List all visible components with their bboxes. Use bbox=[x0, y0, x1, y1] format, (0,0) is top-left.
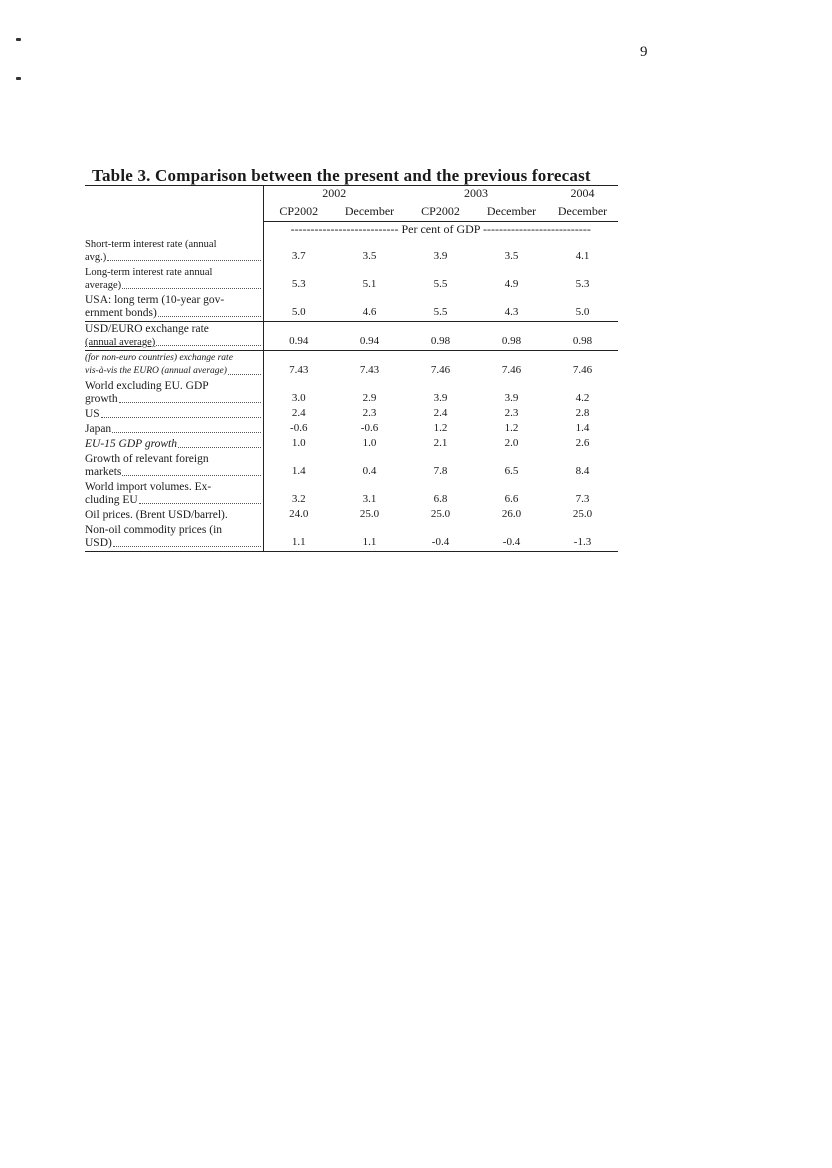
table-row bbox=[85, 351, 618, 380]
table-cell: 2.3 bbox=[504, 407, 519, 419]
table-row bbox=[85, 322, 618, 351]
row-label: World import volumes. Ex- cluding EU bbox=[85, 480, 263, 508]
year-2003-header: 2003 bbox=[405, 186, 547, 202]
table-row bbox=[85, 523, 618, 552]
table-cell: 8.4 bbox=[575, 465, 590, 477]
table-row bbox=[85, 379, 618, 407]
table-row bbox=[85, 293, 618, 322]
table-cell: 4.3 bbox=[504, 306, 519, 318]
table-cell: 7.8 bbox=[433, 465, 448, 477]
row-label: Short-term interest rate (annual avg.) bbox=[85, 237, 263, 265]
table-cell: 1.1 bbox=[263, 523, 334, 552]
table-cell: 5.5 bbox=[433, 306, 448, 318]
year-2002-header: 2002 bbox=[263, 186, 405, 202]
row-label: Growth of relevant foreign markets bbox=[85, 452, 263, 480]
table-cell: 6.5 bbox=[504, 465, 519, 477]
row-label: EU-15 GDP growth bbox=[85, 437, 263, 452]
table-cell: 2.9 bbox=[362, 392, 377, 404]
table-cell: 0.4 bbox=[362, 465, 377, 477]
table-cell: 1.2 bbox=[504, 422, 519, 434]
table-cell: 1.1 bbox=[334, 523, 405, 552]
table-row bbox=[85, 452, 618, 480]
table-cell: 4.6 bbox=[362, 306, 377, 318]
table-cell: 4.9 bbox=[504, 278, 519, 290]
table-cell: 3.7 bbox=[291, 250, 306, 262]
table-cell: 2.6 bbox=[575, 437, 590, 449]
table-cell: 3.9 bbox=[433, 250, 448, 262]
table-cell: 0.94 bbox=[334, 322, 405, 351]
unit-row-label bbox=[85, 222, 263, 238]
table-cell: 0.98 bbox=[405, 322, 476, 351]
scan-mark bbox=[16, 38, 21, 41]
row-label: USD/EURO exchange rate (annual average) bbox=[85, 322, 263, 351]
table-cell: 5.0 bbox=[575, 306, 590, 318]
table-cell: 0.98 bbox=[476, 322, 547, 351]
table-cell: -0.6 bbox=[360, 422, 379, 434]
table-cell: 2.3 bbox=[362, 407, 377, 419]
scan-mark bbox=[16, 77, 21, 80]
col-header: CP2002 bbox=[263, 201, 334, 222]
table-title: Table 3. Comparison between the present and the previous forecast bbox=[92, 166, 591, 185]
table-cell: 4.1 bbox=[575, 250, 590, 262]
table-cell: 25.0 bbox=[572, 508, 593, 520]
table-cell: 1.0 bbox=[362, 437, 377, 449]
table-cell: -0.4 bbox=[405, 523, 476, 552]
table-cell: 7.43 bbox=[263, 351, 334, 380]
table-cell: 25.0 bbox=[430, 508, 451, 520]
page-number: 9 bbox=[640, 44, 648, 60]
table-cell: 2.4 bbox=[291, 407, 306, 419]
header-corner bbox=[85, 186, 263, 222]
table-cell: 3.0 bbox=[291, 392, 306, 404]
row-label: World excluding EU. GDP growth bbox=[85, 379, 263, 407]
table-cell: 1.4 bbox=[291, 465, 306, 477]
unit-label: --------------------------- Per cent of GDP --------------------------- bbox=[290, 222, 591, 236]
row-label: Oil prices. (Brent USD/barrel). bbox=[85, 508, 263, 523]
table-row bbox=[85, 508, 618, 523]
table-row bbox=[85, 480, 618, 508]
row-label: USA: long term (10-year gov- ernment bonds) bbox=[85, 293, 263, 322]
row-label: US bbox=[85, 407, 263, 422]
table-cell: 24.0 bbox=[289, 508, 309, 520]
table-cell: 5.0 bbox=[291, 306, 306, 318]
table-cell: 1.2 bbox=[433, 422, 448, 434]
table-cell: 2.4 bbox=[433, 407, 448, 419]
table-cell: 3.2 bbox=[291, 493, 306, 505]
table-cell: 1.4 bbox=[575, 422, 590, 434]
table-cell: 5.1 bbox=[362, 278, 377, 290]
table-cell: 4.2 bbox=[575, 392, 590, 404]
table-cell: 1.0 bbox=[291, 437, 306, 449]
row-label: Japan bbox=[85, 422, 263, 437]
table-cell: 3.9 bbox=[504, 392, 519, 404]
table-cell: 26.0 bbox=[501, 508, 522, 520]
table-cell: 2.0 bbox=[504, 437, 519, 449]
table-cell: 7.46 bbox=[547, 351, 618, 380]
table-cell: 7.46 bbox=[476, 351, 547, 380]
table-cell: 0.98 bbox=[547, 322, 618, 351]
table-cell: 7.3 bbox=[575, 493, 590, 505]
table-cell: 3.5 bbox=[504, 250, 519, 262]
table-cell: 5.3 bbox=[291, 278, 306, 290]
table-cell: -1.3 bbox=[547, 523, 618, 552]
table-row bbox=[85, 265, 618, 293]
table-cell: 6.6 bbox=[504, 493, 519, 505]
table-row bbox=[85, 422, 618, 437]
table-cell: 3.5 bbox=[362, 250, 377, 262]
table-cell: 6.8 bbox=[433, 493, 448, 505]
table-cell: 3.1 bbox=[362, 493, 377, 505]
table-cell: 25.0 bbox=[359, 508, 380, 520]
row-label: Long-term interest rate annual average) bbox=[85, 265, 263, 293]
comparison-table bbox=[85, 185, 618, 552]
col-header: December bbox=[476, 201, 547, 222]
table-cell: 0.94 bbox=[263, 322, 334, 351]
col-header: December bbox=[334, 201, 405, 222]
table-cell: 5.5 bbox=[433, 278, 448, 290]
table-cell: -0.4 bbox=[476, 523, 547, 552]
row-label: (for non-euro countries) exchange rate vis-à-vis the EURO (annual average) bbox=[85, 351, 263, 380]
table-row bbox=[85, 237, 618, 265]
table-cell: -0.6 bbox=[290, 422, 308, 434]
table-cell: 5.3 bbox=[575, 278, 590, 290]
table-cell: 7.46 bbox=[405, 351, 476, 380]
table-row bbox=[85, 437, 618, 452]
row-label: Non-oil commodity prices (in USD) bbox=[85, 523, 263, 552]
year-2004-header: 2004 bbox=[547, 186, 618, 202]
table-cell: 7.43 bbox=[334, 351, 405, 380]
table-cell: 2.1 bbox=[433, 437, 448, 449]
table-cell: 2.8 bbox=[575, 407, 590, 419]
col-header: December bbox=[547, 201, 618, 222]
table-cell: 3.9 bbox=[433, 392, 448, 404]
col-header: CP2002 bbox=[405, 201, 476, 222]
table-row bbox=[85, 407, 618, 422]
